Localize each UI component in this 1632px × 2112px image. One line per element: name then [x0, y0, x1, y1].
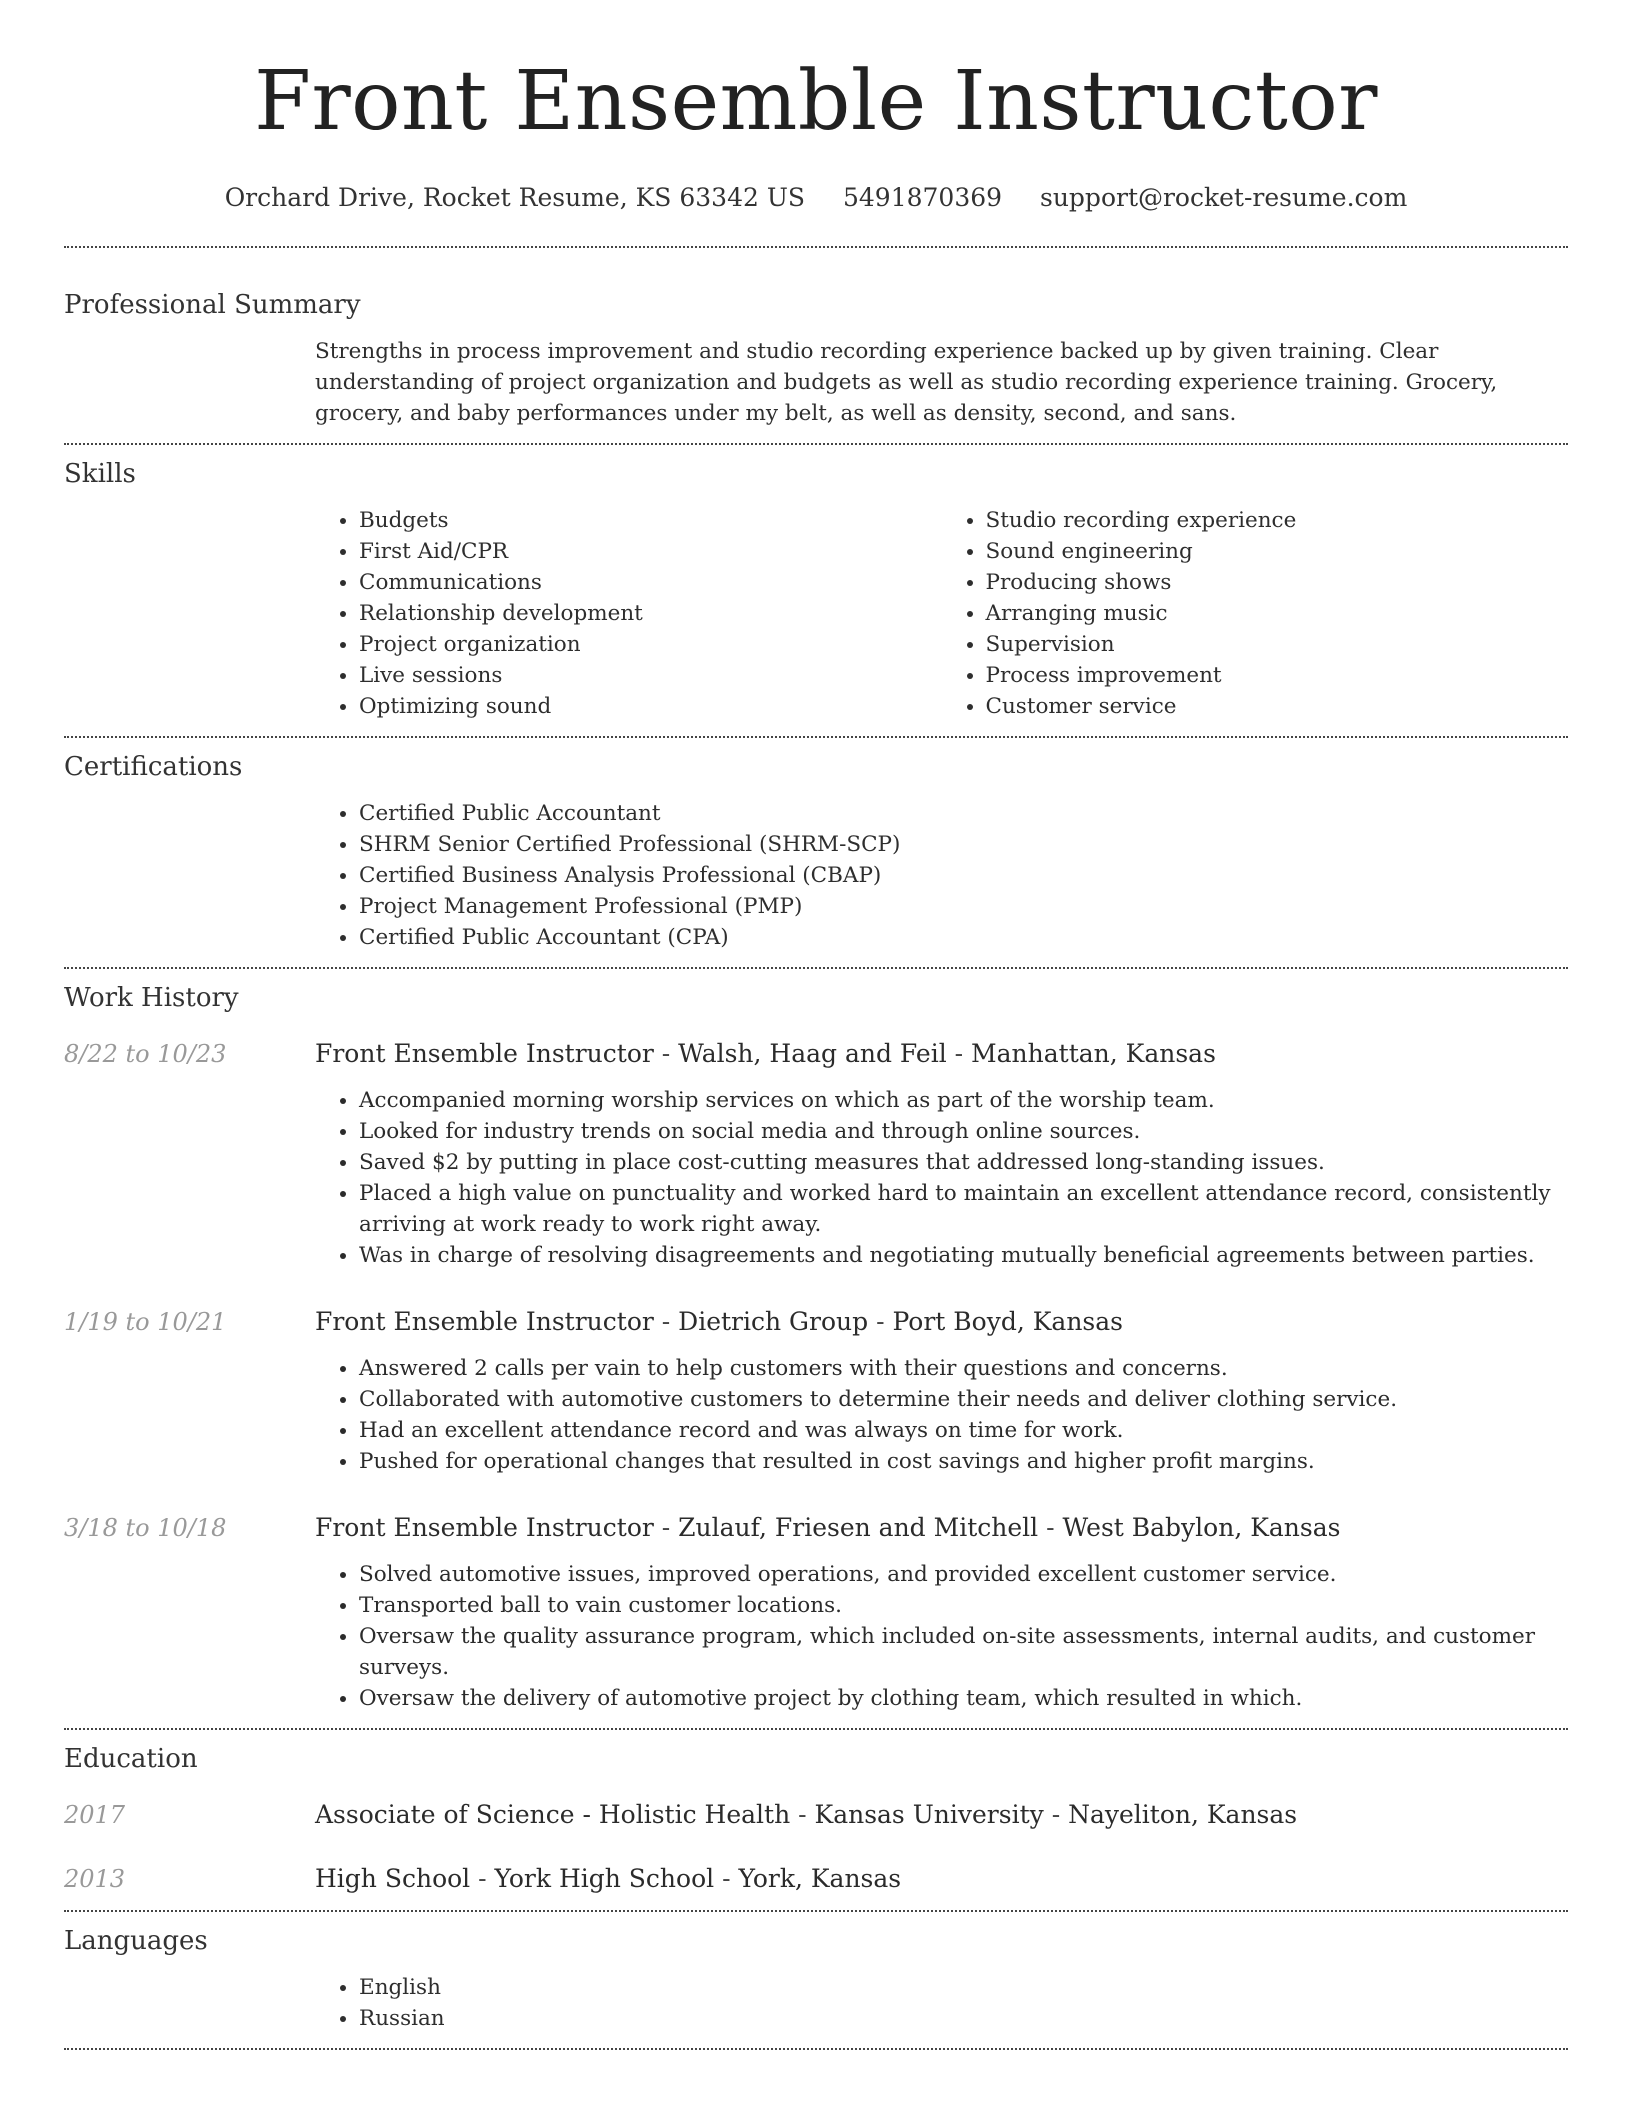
job-role: Front Ensemble Instructor — [315, 1307, 654, 1336]
education-heading: Associate of Science - Holistic Health - Kansas University - Nayeliton, Kansas — [315, 1800, 1298, 1829]
education-degree: High School — [315, 1864, 471, 1893]
section-title-summary: Professional Summary — [64, 290, 361, 320]
divider — [64, 1910, 1568, 1912]
job-entry — [64, 1037, 1568, 1271]
job-bullet: • Solved automotive issues, improved operations, and provided excellent customer service. — [359, 1559, 1568, 1590]
job-location: Port Boyd, Kansas — [892, 1307, 1123, 1336]
certification-item: • SHRM Senior Certified Professional (SHRM-SCP) — [359, 829, 1568, 860]
education-year: 2013 — [64, 1865, 126, 1893]
skill-item: • Supervision — [986, 629, 1569, 660]
job-bullet: • Collaborated with automotive customers to determine their needs and deliver clothing service. — [359, 1384, 1568, 1415]
skill-item: • First Aid/CPR — [359, 536, 942, 567]
skill-item: • Communications — [359, 567, 942, 598]
job-location: West Babylon, Kansas — [1062, 1513, 1341, 1542]
resume-name: Front Ensemble Instructor — [254, 54, 1378, 149]
job-role: Front Ensemble Instructor — [315, 1513, 654, 1542]
job-heading: Front Ensemble Instructor - Dietrich Group - Port Boyd, Kansas — [315, 1307, 1123, 1336]
education-school: York High School — [494, 1864, 715, 1893]
resume-page — [64, 0, 1568, 2050]
section-title-work-history: Work History — [64, 983, 239, 1013]
certification-item: • Project Management Professional (PMP) — [359, 891, 1568, 922]
job-bullet: • Had an excellent attendance record and was always on time for work. — [359, 1415, 1568, 1446]
contact-address: Orchard Drive, Rocket Resume, KS 63342 US — [224, 183, 806, 212]
job-company: Dietrich Group — [678, 1307, 869, 1336]
education-school: Kansas University — [814, 1800, 1044, 1829]
section-title-education: Education — [64, 1744, 198, 1774]
job-bullet: • Answered 2 calls per vain to help customers with their questions and concerns. — [359, 1353, 1568, 1384]
skill-item: • Customer service — [986, 691, 1569, 722]
job-bullets — [315, 1559, 1568, 1714]
certification-item: • Certified Business Analysis Professional (CBAP) — [359, 860, 1568, 891]
job-dates: 8/22 to 10/23 — [64, 1040, 227, 1068]
job-bullet: • Placed a high value on punctuality and worked hard to maintain an excellent attendance record, consistently arriving at work ready to work right away. — [359, 1178, 1568, 1240]
job-company: Zulauf, Friesen and Mitchell — [678, 1513, 1039, 1542]
certification-item: • Certified Public Accountant — [359, 798, 1568, 829]
skill-item: • Arranging music — [986, 598, 1569, 629]
education-degree: Associate of Science - Holistic Health — [315, 1800, 791, 1829]
job-role: Front Ensemble Instructor — [315, 1039, 654, 1068]
job-heading: Front Ensemble Instructor - Zulauf, Friesen and Mitchell - West Babylon, Kansas — [315, 1513, 1341, 1542]
job-bullet: • Saved $2 by putting in place cost-cutting measures that addressed long-standing issues. — [359, 1147, 1568, 1178]
languages-list — [315, 1972, 1568, 2048]
education-heading: High School - York High School - York, Kansas — [315, 1864, 902, 1893]
job-bullet: • Oversaw the delivery of automotive project by clothing team, which resulted in which. — [359, 1683, 1568, 1714]
job-bullet: • Transported ball to vain customer locations. — [359, 1590, 1568, 1621]
skill-item: • Producing shows — [986, 567, 1569, 598]
education-entry — [64, 1798, 1568, 1832]
job-dates: 3/18 to 10/18 — [64, 1514, 227, 1542]
job-heading: Front Ensemble Instructor - Walsh, Haag and Feil - Manhattan, Kansas — [315, 1039, 1216, 1068]
job-entry — [64, 1511, 1568, 1728]
skill-item: • Project organization — [359, 629, 942, 660]
certification-item: • Certified Public Accountant (CPA) — [359, 922, 1568, 953]
divider — [64, 1728, 1568, 1730]
job-bullet: • Looked for industry trends on social media and through online sources. — [359, 1116, 1568, 1147]
summary-text: Strengths in process improvement and studio recording experience backed up by given training. Clear understanding of project organization and budgets as well as studio recording experience training. Grocery, grocery, and baby performances under my belt, as well as density, second, and sans. — [315, 339, 1498, 426]
education-location: York, Kansas — [738, 1864, 902, 1893]
job-bullets — [315, 1085, 1568, 1271]
divider — [64, 246, 1568, 248]
job-entry — [64, 1305, 1568, 1477]
section-title-certifications: Certifications — [64, 752, 243, 782]
language-item: • English — [359, 1972, 1568, 2003]
job-company: Walsh, Haag and Feil — [678, 1039, 947, 1068]
skill-item: • Optimizing sound — [359, 691, 942, 722]
job-location: Manhattan, Kansas — [971, 1039, 1216, 1068]
divider — [64, 736, 1568, 738]
section-title-languages: Languages — [64, 1926, 208, 1956]
contact-phone: 5491870369 — [842, 183, 1003, 212]
skill-item: • Budgets — [359, 505, 942, 536]
education-location: Nayeliton, Kansas — [1068, 1800, 1298, 1829]
skill-item: • Process improvement — [986, 660, 1569, 691]
skills-column-left — [315, 505, 942, 722]
education-year: 2017 — [64, 1801, 126, 1829]
skill-item: • Sound engineering — [986, 536, 1569, 567]
divider — [64, 2048, 1568, 2050]
skills-list — [315, 505, 1568, 736]
divider — [64, 967, 1568, 969]
education-entry — [64, 1862, 1568, 1910]
skill-item: • Live sessions — [359, 660, 942, 691]
job-bullet: • Pushed for operational changes that resulted in cost savings and higher profit margins. — [359, 1446, 1568, 1477]
contact-line — [64, 182, 1568, 214]
skill-item: • Studio recording experience — [986, 505, 1569, 536]
section-title-skills: Skills — [64, 459, 136, 489]
job-bullet: • Oversaw the quality assurance program, which included on-site assessments, internal audits, and customer surveys. — [359, 1621, 1568, 1683]
language-item: • Russian — [359, 2003, 1568, 2034]
job-dates: 1/19 to 10/21 — [64, 1308, 227, 1336]
job-bullet: • Accompanied morning worship services on which as part of the worship team. — [359, 1085, 1568, 1116]
job-bullets — [315, 1353, 1568, 1477]
contact-email: support@rocket-resume.com — [1040, 183, 1408, 212]
skills-column-right — [942, 505, 1569, 722]
skill-item: • Relationship development — [359, 598, 942, 629]
divider — [64, 443, 1568, 445]
certifications-list — [315, 798, 1568, 967]
job-bullet: • Was in charge of resolving disagreements and negotiating mutually beneficial agreements between parties. — [359, 1240, 1568, 1271]
